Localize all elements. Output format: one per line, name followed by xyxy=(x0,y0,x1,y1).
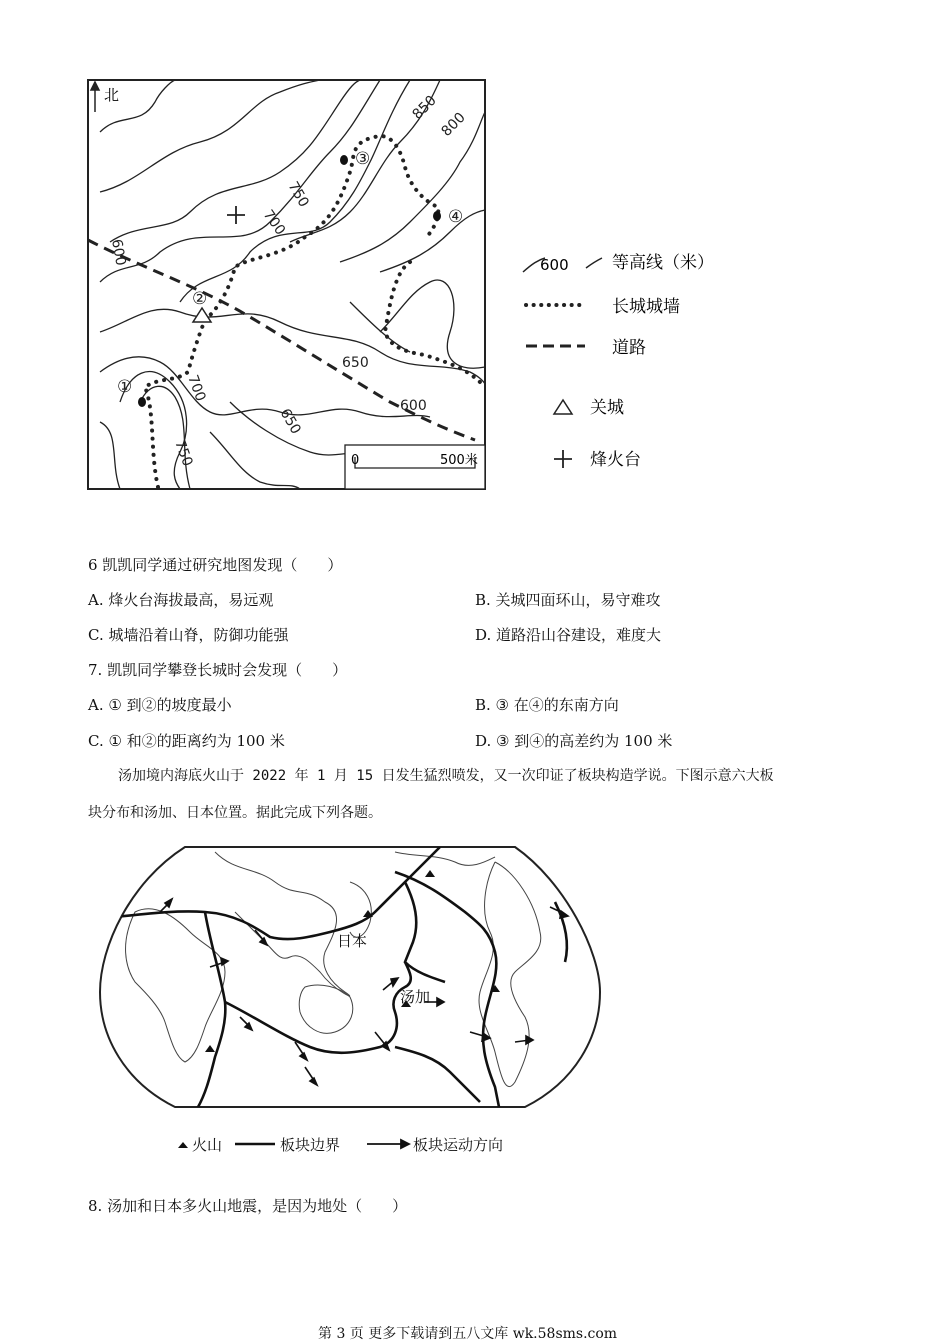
beacon-icon xyxy=(227,206,245,224)
legend-boundary-label: 板块边界 xyxy=(280,1136,341,1154)
contour-label: 750 xyxy=(171,437,196,469)
contour-line xyxy=(380,210,485,272)
q6-option-a[interactable]: A. 烽火台海拔最高，易远观 xyxy=(88,591,274,609)
point-label-3: ③ xyxy=(355,149,371,169)
map-legend xyxy=(523,253,714,470)
japan-label: 日本 xyxy=(337,932,368,950)
q7-option-b[interactable]: B. ③ 在④的东南方向 xyxy=(475,696,619,714)
legend-beacon-icon xyxy=(554,450,572,468)
north-arrow-icon xyxy=(91,82,99,112)
q7-option-c[interactable]: C. ① 和②的距离约为 100 米 xyxy=(88,732,285,750)
q6-stem: 6 凯凯同学通过研究地图发现（ ） xyxy=(88,556,343,574)
legend-contour-icon xyxy=(586,258,602,268)
contour-line xyxy=(210,432,300,489)
map-outline xyxy=(100,847,600,1107)
q6-option-c[interactable]: C. 城墙沿着山脊，防御功能强 xyxy=(88,626,289,644)
legend-contour-label: 等高线（米） xyxy=(612,253,714,273)
q7-option-d[interactable]: D. ③ 到④的高差约为 100 米 xyxy=(475,732,673,750)
legend-motion-label: 板块运动方向 xyxy=(413,1136,504,1154)
legend-road-label: 道路 xyxy=(612,338,646,358)
contour-label: 850 xyxy=(409,92,440,123)
q6-option-d[interactable]: D. 道路沿山谷建设，难度大 xyxy=(475,626,662,644)
scale-end: 500米 xyxy=(440,453,478,468)
legend-motion-icon xyxy=(367,1140,409,1148)
legend-volcano-icon xyxy=(178,1142,188,1148)
tonga-label: 汤加 xyxy=(400,988,431,1006)
point-label-4: ④ xyxy=(448,207,464,227)
contour-label: 650 xyxy=(342,355,369,371)
contour-label: 700 xyxy=(259,207,289,239)
point-marker-3 xyxy=(340,155,348,165)
legend-beacon-label: 烽火台 xyxy=(590,450,641,470)
pass-triangle-icon xyxy=(193,308,211,322)
page-footer: 第 3 页 更多下载请到五八文库 wk.58sms.com xyxy=(318,1326,618,1342)
contour-line xyxy=(100,80,320,192)
contour-label: 600 xyxy=(108,237,129,268)
intro-line-2: 块分布和汤加、日本位置。据此完成下列各题。 xyxy=(88,805,382,821)
scale-bar xyxy=(345,445,485,489)
legend-pass-icon xyxy=(554,400,572,414)
world-plate-map xyxy=(95,842,605,1162)
point-marker-4 xyxy=(433,211,441,221)
contour-label: 650 xyxy=(276,406,304,438)
contour-label: 600 xyxy=(400,398,427,414)
legend-contour-sample: 600 xyxy=(540,256,569,274)
contour-line xyxy=(100,422,120,489)
scale-zero: 0 xyxy=(351,453,360,468)
north-label: 北 xyxy=(104,86,120,104)
q7-stem: 7. 凯凯同学攀登长城时会发现（ ） xyxy=(88,661,348,679)
topographic-map xyxy=(80,72,740,497)
contour-label: 800 xyxy=(438,109,469,140)
contour-line xyxy=(380,280,485,368)
point-marker-1 xyxy=(138,397,146,407)
q7-option-a[interactable]: A. ① 到②的坡度最小 xyxy=(88,696,232,714)
world-map-legend xyxy=(178,1136,503,1154)
point-label-1: ① xyxy=(117,377,133,397)
contour-line xyxy=(100,80,380,282)
contour-label: 700 xyxy=(184,372,209,404)
contour-label: 750 xyxy=(284,179,312,211)
contour-line xyxy=(340,109,485,262)
q6-option-b[interactable]: B. 关城四面环山，易守难攻 xyxy=(475,591,661,609)
legend-pass-label: 关城 xyxy=(590,398,624,418)
legend-volcano-label: 火山 xyxy=(192,1136,223,1154)
q8-stem: 8. 汤加和日本多火山地震，是因为地处（ ） xyxy=(88,1197,408,1215)
intro-line-1: 汤加境内海底火山于 2022 年 1 月 15 日发生猛烈喷发，又一次印证了板块构造学说。下图示意六大板 xyxy=(118,768,774,784)
point-label-2: ② xyxy=(192,289,208,309)
legend-wall-label: 长城城墙 xyxy=(612,297,680,317)
contour-line xyxy=(350,302,410,352)
